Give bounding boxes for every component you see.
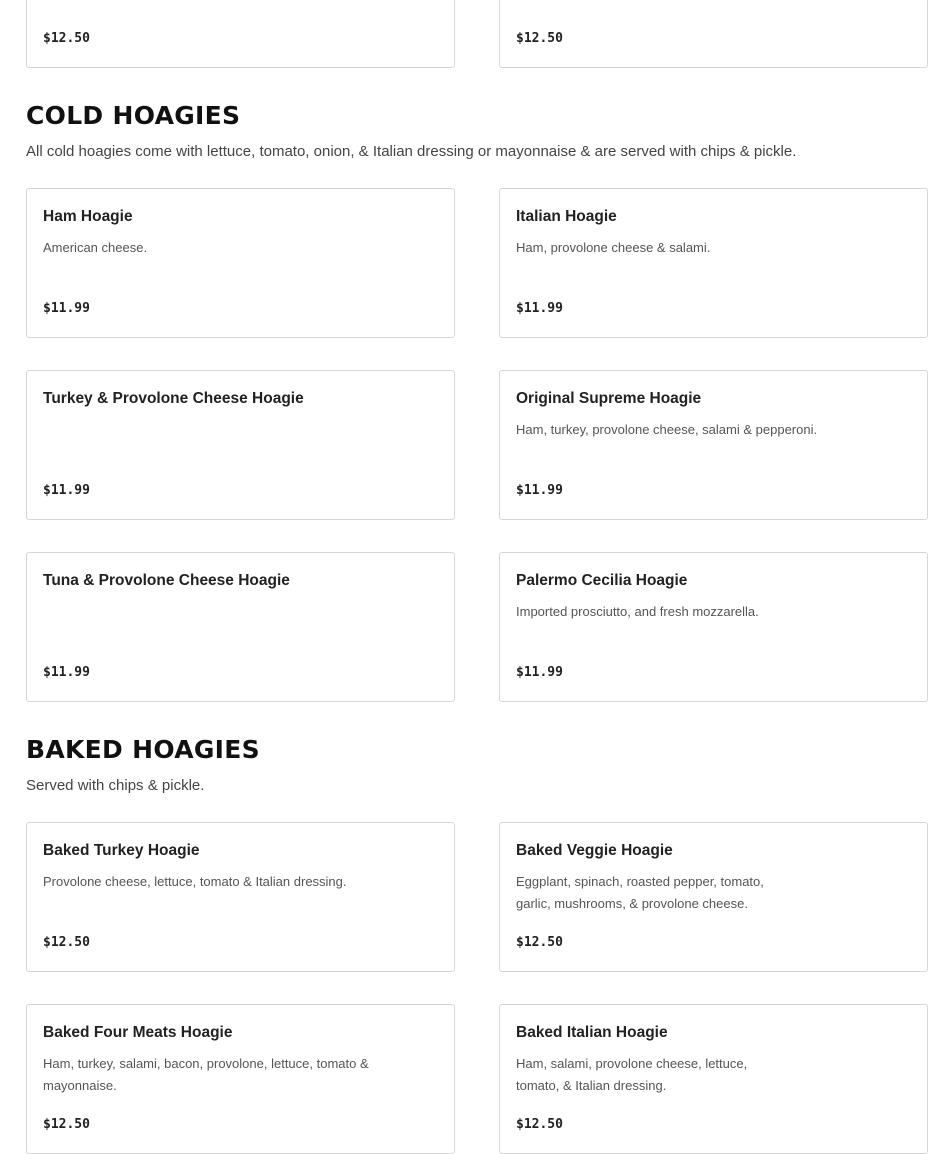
item-name: Baked Italian Hoagie [516, 1024, 668, 1041]
menu-item-tuna-provolone-hoagie[interactable] [26, 552, 455, 702]
menu-item-ham-hoagie[interactable] [26, 188, 455, 338]
item-price: $11.99 [516, 301, 563, 316]
item-description: Ham, turkey, provolone cheese, salami & pepperoni. [516, 422, 818, 437]
item-name: Palermo Cecilia Hoagie [516, 572, 688, 589]
menu-item-palermo-cecilia-hoagie[interactable] [499, 552, 928, 702]
item-description: Imported prosciutto, and fresh mozzarella. [516, 604, 759, 619]
section-description-cold-hoagies: All cold hoagies come with lettuce, tomato, onion, & Italian dressing or mayonnaise & are served with chips & pickle. [26, 143, 797, 160]
item-price: $11.99 [43, 483, 90, 498]
item-price: $11.99 [43, 665, 90, 680]
item-price: $12.50 [43, 935, 90, 950]
item-price: $11.99 [516, 483, 563, 498]
menu-item-card[interactable] [26, 0, 455, 68]
item-price: $12.50 [516, 31, 563, 46]
menu-item-baked-italian-hoagie[interactable] [499, 1004, 928, 1154]
item-name: Baked Veggie Hoagie [516, 842, 673, 859]
item-name: Baked Four Meats Hoagie [43, 1024, 233, 1041]
menu-item-baked-four-meats-hoagie[interactable] [26, 1004, 455, 1154]
menu-item-baked-turkey-hoagie[interactable] [26, 822, 455, 972]
item-price: $12.50 [516, 1117, 563, 1132]
item-price: $12.50 [43, 31, 90, 46]
item-description: Provolone cheese, lettuce, tomato & Italian dressing. [43, 874, 347, 889]
item-description: Ham, provolone cheese & salami. [516, 240, 711, 255]
item-price: $12.50 [43, 1117, 90, 1132]
item-price: $12.50 [516, 935, 563, 950]
menu-item-turkey-provolone-hoagie[interactable] [26, 370, 455, 520]
menu-item-original-supreme-hoagie[interactable] [499, 370, 928, 520]
menu-item-card[interactable] [499, 0, 928, 68]
menu-item-italian-hoagie[interactable] [499, 188, 928, 338]
item-description: Eggplant, spinach, roasted pepper, tomato, garlic, mushrooms, & provolone cheese. [516, 874, 764, 911]
item-name: Ham Hoagie [43, 208, 133, 225]
section-title-baked-hoagies: BAKED HOAGIES [26, 735, 260, 764]
item-name: Tuna & Provolone Cheese Hoagie [43, 572, 290, 589]
item-description: American cheese. [43, 240, 148, 255]
item-description: Ham, turkey, salami, bacon, provolone, lettuce, tomato & mayonnaise. [43, 1056, 369, 1093]
item-price: $11.99 [43, 301, 90, 316]
item-name: Turkey & Provolone Cheese Hoagie [43, 390, 304, 407]
item-name: Original Supreme Hoagie [516, 390, 702, 407]
item-price: $11.99 [516, 665, 563, 680]
item-name: Italian Hoagie [516, 208, 617, 225]
item-name: Baked Turkey Hoagie [43, 842, 200, 859]
menu-item-baked-veggie-hoagie[interactable] [499, 822, 928, 972]
section-title-cold-hoagies: COLD HOAGIES [26, 101, 241, 130]
section-description-baked-hoagies: Served with chips & pickle. [26, 777, 205, 794]
item-description: Ham, salami, provolone cheese, lettuce, tomato, & Italian dressing. [516, 1056, 748, 1093]
